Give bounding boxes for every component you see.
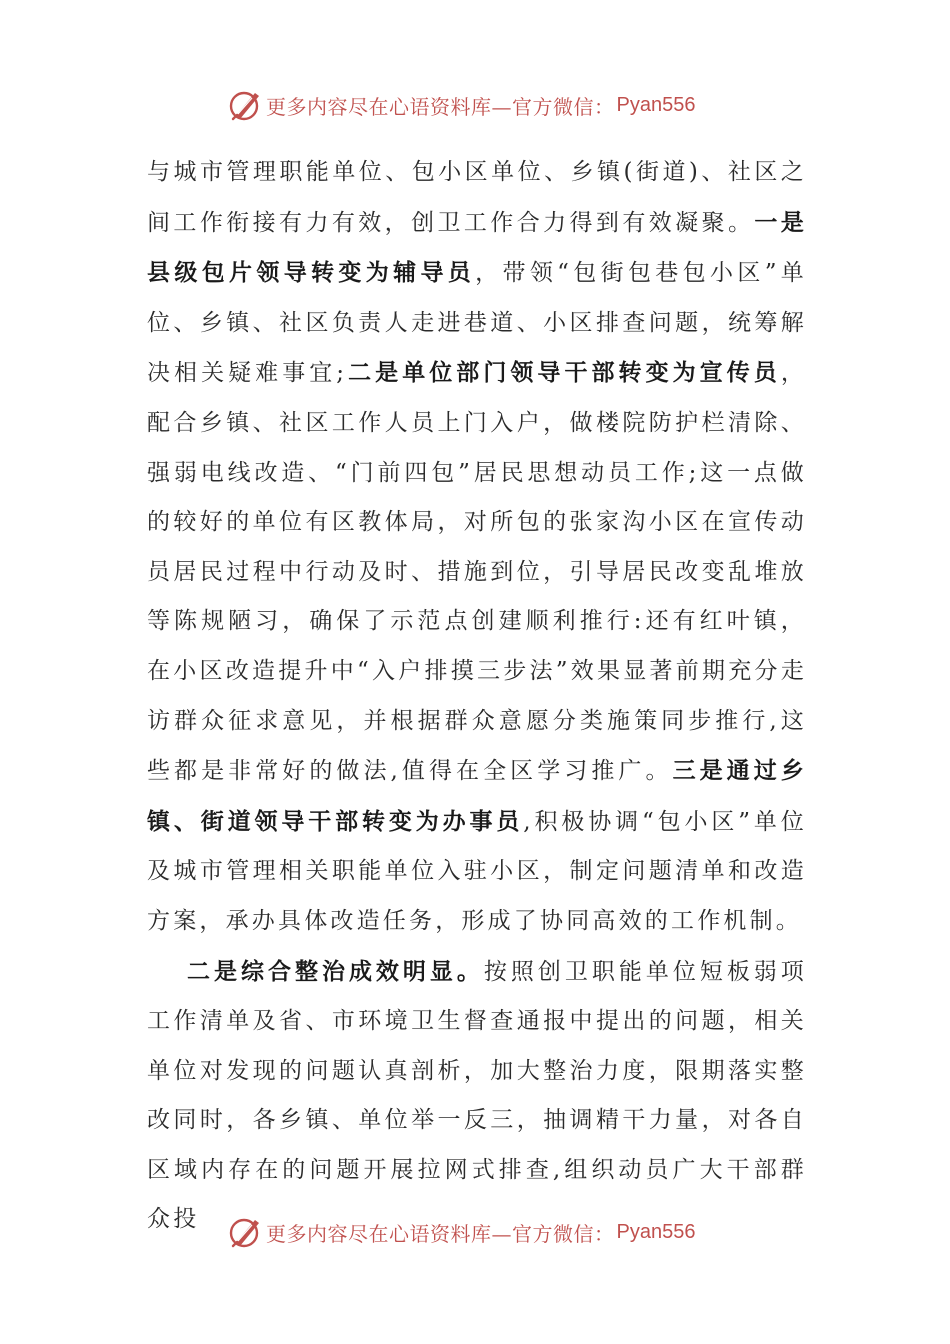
document-body [147, 148, 807, 1245]
text-segment: ，配合乡镇、社区工作人员上门入户，做楼院防护栏清除、强弱电线改造、“门前四包”居民思想动员工作;这一点做的较好的单位有区教体局，对所包的张家沟小区在宣传动员居民过程中行动及时、措施到位，引导居民改变乱堆放等陈规陋习，确保了示范点创建顺利推行:还有红叶镇，在小区改造提升中“入户排摸三步法”效果显著前期充分走访群众征求意见，并根据群众意愿分类施策同步推行,这些都是非常好的做法,值得在全区学习推广。 [147, 360, 808, 785]
paragraph-2 [147, 947, 807, 1246]
bold-heading-segment: 二是综合整治成效明显。 [187, 957, 484, 985]
watermark-text: 更多内容尽在心语资料库—官方微信： [266, 1221, 615, 1246]
text-segment: 与城市管理职能单位、包小区单位、乡镇(街道)、社区之间工作衔接有力有效，创卫工作合力得到有效凝聚。 [147, 159, 807, 236]
text-segment: ，带领“包街包巷包小区”单位、乡镇、社区负责人走进巷道、小区排查问题，统筹解决相关疑难事宜; [147, 260, 807, 387]
bold-heading-segment: 三是通过乡镇、街道领导干部转变为办事员 [147, 757, 808, 835]
text-segment: ,积极协调“包小区”单位及城市管理相关职能单位入驻小区，制定问题清单和改造方案，承办具体改造任务，形成了协同高效的工作机制。 [147, 808, 807, 934]
watermark-wechat-id: Pyan556 [616, 93, 696, 116]
quill-logo-icon [228, 1215, 262, 1249]
quill-logo-icon [228, 88, 262, 122]
text-segment: 按照创卫职能单位短板弱项工作清单及省、市环境卫生督查通报中提出的问题，相关单位对发现的问题认真剖析，加大整治力度，限期落实整改同时，各乡镇、单位举一反三，抽调精干力量，对各自区域内存在的问题开展拉网式排查,组织动员广大干部群众投 [147, 958, 808, 1233]
header-watermark [228, 85, 695, 125]
footer-watermark [228, 1212, 695, 1252]
bold-heading-segment: 一是县级包片领导转变为辅导员 [147, 208, 807, 287]
paragraph-1 [147, 148, 807, 947]
watermark-text: 更多内容尽在心语资料库—官方微信： [266, 94, 615, 119]
bold-heading-segment: 二是单位部门领导干部转变为宣传员 [347, 359, 781, 387]
watermark-wechat-id: Pyan556 [616, 1220, 696, 1243]
